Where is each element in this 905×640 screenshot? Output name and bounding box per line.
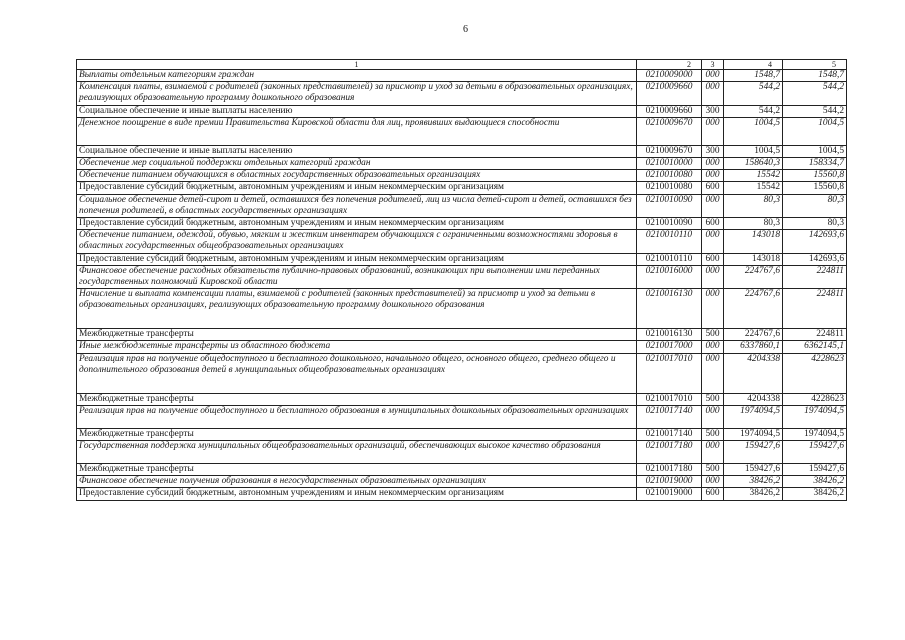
row-amount-year-1: 158640,3	[724, 158, 783, 170]
column-number-3: 3	[702, 60, 724, 70]
table-row	[77, 289, 847, 329]
row-amount-year-1: 143018	[724, 230, 783, 253]
row-target-code: 0210010090	[637, 218, 702, 230]
row-amount-year-1: 544,2	[724, 105, 783, 117]
table-row	[77, 341, 847, 353]
row-expense-type: 300	[702, 145, 724, 157]
table-row	[77, 428, 847, 440]
row-amount-year-1: 143018	[724, 253, 783, 265]
row-amount-year-1: 224767,6	[724, 265, 783, 288]
row-target-code: 0210010090	[637, 194, 702, 217]
row-name: Межбюджетные трансферты	[77, 393, 637, 405]
row-name: Предоставление субсидий бюджетным, автономным учреждениям и иным некоммерческим организациям	[77, 218, 637, 230]
row-name: Компенсация платы, взимаемой с родителей (законных представителей) за присмотр и уход за детьми в образовательных организациях, реализующих образовательную программу дошкольного образования	[77, 82, 637, 105]
row-expense-type: 000	[702, 230, 724, 253]
table-row	[77, 253, 847, 265]
row-target-code: 0210010110	[637, 253, 702, 265]
row-amount-year-2: 544,2	[783, 82, 847, 105]
row-expense-type: 000	[702, 170, 724, 182]
row-target-code: 0210017000	[637, 341, 702, 353]
row-name: Социальное обеспечение и иные выплаты населению	[77, 145, 637, 157]
row-amount-year-2: 544,2	[783, 105, 847, 117]
row-amount-year-1: 38426,2	[724, 488, 783, 500]
column-number-5: 5	[783, 60, 847, 70]
row-amount-year-1: 1004,5	[724, 117, 783, 145]
column-number-row	[77, 60, 847, 70]
table-row	[77, 393, 847, 405]
row-amount-year-1: 1974094,5	[724, 405, 783, 428]
row-amount-year-1: 1548,7	[724, 70, 783, 82]
row-amount-year-2: 4228623	[783, 353, 847, 393]
column-number-2: 2	[637, 60, 702, 70]
row-expense-type: 500	[702, 464, 724, 476]
row-expense-type: 000	[702, 194, 724, 217]
row-target-code: 0210017140	[637, 405, 702, 428]
row-expense-type: 000	[702, 341, 724, 353]
row-target-code: 0210017180	[637, 441, 702, 464]
table-row	[77, 182, 847, 194]
row-amount-year-2: 142693,6	[783, 253, 847, 265]
row-name: Финансовое обеспечение получения образования в негосударственных образовательных организациях	[77, 476, 637, 488]
table-row	[77, 105, 847, 117]
page-number: 6	[463, 24, 468, 35]
row-name: Выплаты отдельным категориям граждан	[77, 70, 637, 82]
table-row	[77, 464, 847, 476]
row-target-code: 0210009660	[637, 82, 702, 105]
table-row	[77, 158, 847, 170]
row-name: Социальное обеспечение и иные выплаты населению	[77, 105, 637, 117]
row-amount-year-1: 159427,6	[724, 464, 783, 476]
row-amount-year-2: 38426,2	[783, 488, 847, 500]
row-amount-year-1: 15542	[724, 182, 783, 194]
row-target-code: 0210016130	[637, 289, 702, 329]
row-name: Финансовое обеспечение расходных обязательств публично-правовых образований, возникающих при выполнении ими переданных государственных полномочий Кировской области	[77, 265, 637, 288]
row-expense-type: 000	[702, 158, 724, 170]
row-amount-year-2: 158334,7	[783, 158, 847, 170]
row-amount-year-2: 15560,8	[783, 182, 847, 194]
row-name: Межбюджетные трансферты	[77, 464, 637, 476]
row-name: Государственная поддержка муниципальных общеобразовательных организаций, обеспечивающих высокое качество образования	[77, 441, 637, 464]
row-name: Предоставление субсидий бюджетным, автономным учреждениям и иным некоммерческим организациям	[77, 253, 637, 265]
row-amount-year-1: 1974094,5	[724, 428, 783, 440]
row-amount-year-1: 159427,6	[724, 441, 783, 464]
row-amount-year-1: 1004,5	[724, 145, 783, 157]
row-amount-year-2: 224811	[783, 329, 847, 341]
row-name: Социальное обеспечение детей-сирот и детей, оставшихся без попечения родителей, лиц из числа детей-сирот и детей, оставшихся без попечения родителей, в областных государственных организациях	[77, 194, 637, 217]
table-row	[77, 353, 847, 393]
row-amount-year-2: 224811	[783, 265, 847, 288]
row-target-code: 0210016130	[637, 329, 702, 341]
row-amount-year-2: 1974094,5	[783, 428, 847, 440]
row-target-code: 0210017140	[637, 428, 702, 440]
row-amount-year-1: 80,3	[724, 218, 783, 230]
row-expense-type: 500	[702, 393, 724, 405]
row-name: Реализация прав на получение общедоступного и бесплатного дошкольного, начального общего, основного общего, среднего общего и дополнительного образования детей в муниципальных общеобразовательных организациях	[77, 353, 637, 393]
row-expense-type: 600	[702, 253, 724, 265]
row-target-code: 0210019000	[637, 476, 702, 488]
row-name: Денежное поощрение в виде премии Правительства Кировской области для лиц, проявивших выдающиеся способности	[77, 117, 637, 145]
row-name: Обеспечение мер социальной поддержки отдельных категорий граждан	[77, 158, 637, 170]
budget-table	[76, 59, 847, 501]
table-row	[77, 265, 847, 288]
table-row	[77, 218, 847, 230]
row-target-code: 0210017180	[637, 464, 702, 476]
row-expense-type: 000	[702, 289, 724, 329]
row-amount-year-1: 4204338	[724, 393, 783, 405]
table-row	[77, 441, 847, 464]
row-target-code: 0210009670	[637, 145, 702, 157]
row-target-code: 0210016000	[637, 265, 702, 288]
row-target-code: 0210010000	[637, 158, 702, 170]
budget-table-body	[77, 60, 847, 501]
row-amount-year-2: 15560,8	[783, 170, 847, 182]
row-amount-year-2: 4228623	[783, 393, 847, 405]
row-amount-year-2: 1974094,5	[783, 405, 847, 428]
row-name: Иные межбюджетные трансферты из областного бюджета	[77, 341, 637, 353]
row-amount-year-2: 159427,6	[783, 441, 847, 464]
row-name: Предоставление субсидий бюджетным, автономным учреждениям и иным некоммерческим организациям	[77, 488, 637, 500]
row-expense-type: 000	[702, 353, 724, 393]
row-amount-year-1: 6337860,1	[724, 341, 783, 353]
row-name: Межбюджетные трансферты	[77, 329, 637, 341]
row-expense-type: 500	[702, 428, 724, 440]
row-target-code: 0210009660	[637, 105, 702, 117]
table-row	[77, 170, 847, 182]
table-row	[77, 194, 847, 217]
table-row	[77, 70, 847, 82]
row-amount-year-1: 224767,6	[724, 289, 783, 329]
row-amount-year-1: 80,3	[724, 194, 783, 217]
row-target-code: 0210017010	[637, 353, 702, 393]
row-target-code: 0210019000	[637, 488, 702, 500]
row-amount-year-2: 1004,5	[783, 145, 847, 157]
row-expense-type: 600	[702, 182, 724, 194]
row-amount-year-2: 1548,7	[783, 70, 847, 82]
row-amount-year-2: 142693,6	[783, 230, 847, 253]
row-name: Начисление и выплата компенсации платы, взимаемой с родителей (законных представителей) за присмотр и уход за детьми в образовательных организациях, реализующих образовательную программу дошкольного образования	[77, 289, 637, 329]
row-expense-type: 600	[702, 488, 724, 500]
table-row	[77, 117, 847, 145]
row-expense-type: 000	[702, 405, 724, 428]
row-expense-type: 000	[702, 70, 724, 82]
row-expense-type: 600	[702, 218, 724, 230]
row-name: Межбюджетные трансферты	[77, 428, 637, 440]
table-row	[77, 82, 847, 105]
row-target-code: 0210017010	[637, 393, 702, 405]
row-target-code: 0210009670	[637, 117, 702, 145]
row-expense-type: 000	[702, 117, 724, 145]
row-amount-year-1: 15542	[724, 170, 783, 182]
row-name: Предоставление субсидий бюджетным, автономным учреждениям и иным некоммерческим организациям	[77, 182, 637, 194]
row-target-code: 0210010110	[637, 230, 702, 253]
table-row	[77, 476, 847, 488]
row-target-code: 0210009000	[637, 70, 702, 82]
row-name: Обеспечение питанием, одеждой, обувью, мягким и жестким инвентарем обучающихся с ограниченными возможностями здоровья в областных государственных общеобразовательных организациях	[77, 230, 637, 253]
row-amount-year-2: 80,3	[783, 218, 847, 230]
row-target-code: 0210010080	[637, 170, 702, 182]
row-name: Обеспечение питанием обучающихся в областных государственных образовательных организациях	[77, 170, 637, 182]
row-amount-year-2: 38426,2	[783, 476, 847, 488]
row-amount-year-2: 1004,5	[783, 117, 847, 145]
row-amount-year-1: 224767,6	[724, 329, 783, 341]
row-amount-year-2: 224811	[783, 289, 847, 329]
table-row	[77, 405, 847, 428]
row-expense-type: 300	[702, 105, 724, 117]
row-amount-year-1: 38426,2	[724, 476, 783, 488]
row-expense-type: 000	[702, 82, 724, 105]
table-row	[77, 230, 847, 253]
row-expense-type: 500	[702, 329, 724, 341]
row-target-code: 0210010080	[637, 182, 702, 194]
table-row	[77, 145, 847, 157]
row-expense-type: 000	[702, 441, 724, 464]
column-number-4: 4	[724, 60, 783, 70]
table-row	[77, 488, 847, 500]
row-amount-year-2: 80,3	[783, 194, 847, 217]
row-amount-year-2: 6362145,1	[783, 341, 847, 353]
row-amount-year-1: 4204338	[724, 353, 783, 393]
row-expense-type: 000	[702, 476, 724, 488]
table-row	[77, 329, 847, 341]
row-amount-year-2: 159427,6	[783, 464, 847, 476]
column-number-1: 1	[77, 60, 637, 70]
row-name: Реализация прав на получение общедоступного и бесплатного образования в муниципальных дошкольных образовательных организациях	[77, 405, 637, 428]
row-expense-type: 000	[702, 265, 724, 288]
row-amount-year-1: 544,2	[724, 82, 783, 105]
